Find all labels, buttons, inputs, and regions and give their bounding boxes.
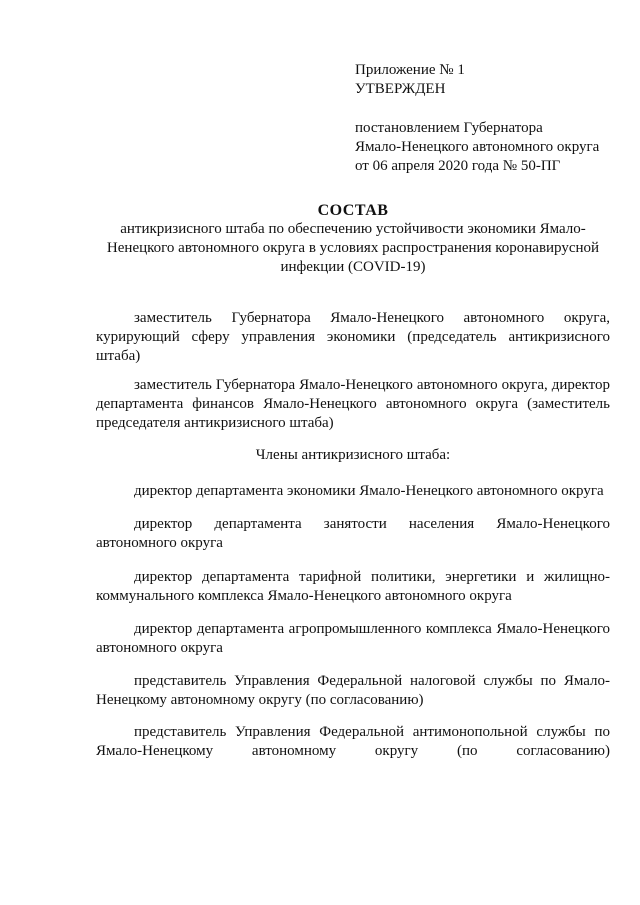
document-title-block <box>96 201 610 277</box>
members-heading: Члены антикризисного штаба: <box>255 447 451 463</box>
decree-line-3: от 06 апреля 2020 года № 50-ПГ <box>355 158 561 174</box>
document-subtitle: антикризисного штаба по обеспечению устойчивости экономики Ямало-Ненецкого автономного округа в условиях распространения коронавирусной инфекции (COVID-19) <box>106 221 600 275</box>
member-deputy-chair: заместитель Губернатора Ямало-Ненецкого автономного округа, директор департамента финансов Ямало-Ненецкого автономного округа (заместитель председателя антикризисного штаба) <box>96 377 610 431</box>
decree-line-1: постановлением Губернатора <box>355 120 543 136</box>
member-item: представитель Управления Федеральной налоговой службы по Ямало-Ненецкому автономному округу (по согласованию) <box>96 673 610 708</box>
member-item: директор департамента занятости населения Ямало-Ненецкого автономного округа <box>96 516 610 551</box>
approved-label: УТВЕРЖДЕН <box>355 81 446 97</box>
approval-stamp <box>355 61 625 176</box>
member-item: директор департамента тарифной политики, энергетики и жилищно-коммунального комплекса Ямало-Ненецкого автономного округа <box>96 569 610 604</box>
member-item: представитель Управления Федеральной антимонопольной службы по Ямало-Ненецкому автономному округу (по согласованию) <box>96 724 610 759</box>
member-item: директор департамента экономики Ямало-Ненецкого автономного округа <box>134 483 604 499</box>
decree-line-2: Ямало-Ненецкого автономного округа <box>355 139 600 155</box>
member-item: директор департамента агропромышленного комплекса Ямало-Ненецкого автономного округа <box>96 621 610 656</box>
member-chair: заместитель Губернатора Ямало-Ненецкого автономного округа, курирующий сферу управления экономики (председатель антикризисного штаба) <box>96 310 610 364</box>
document-heading: СОСТАВ <box>317 202 389 219</box>
appendix-number: Приложение № 1 <box>355 62 465 78</box>
